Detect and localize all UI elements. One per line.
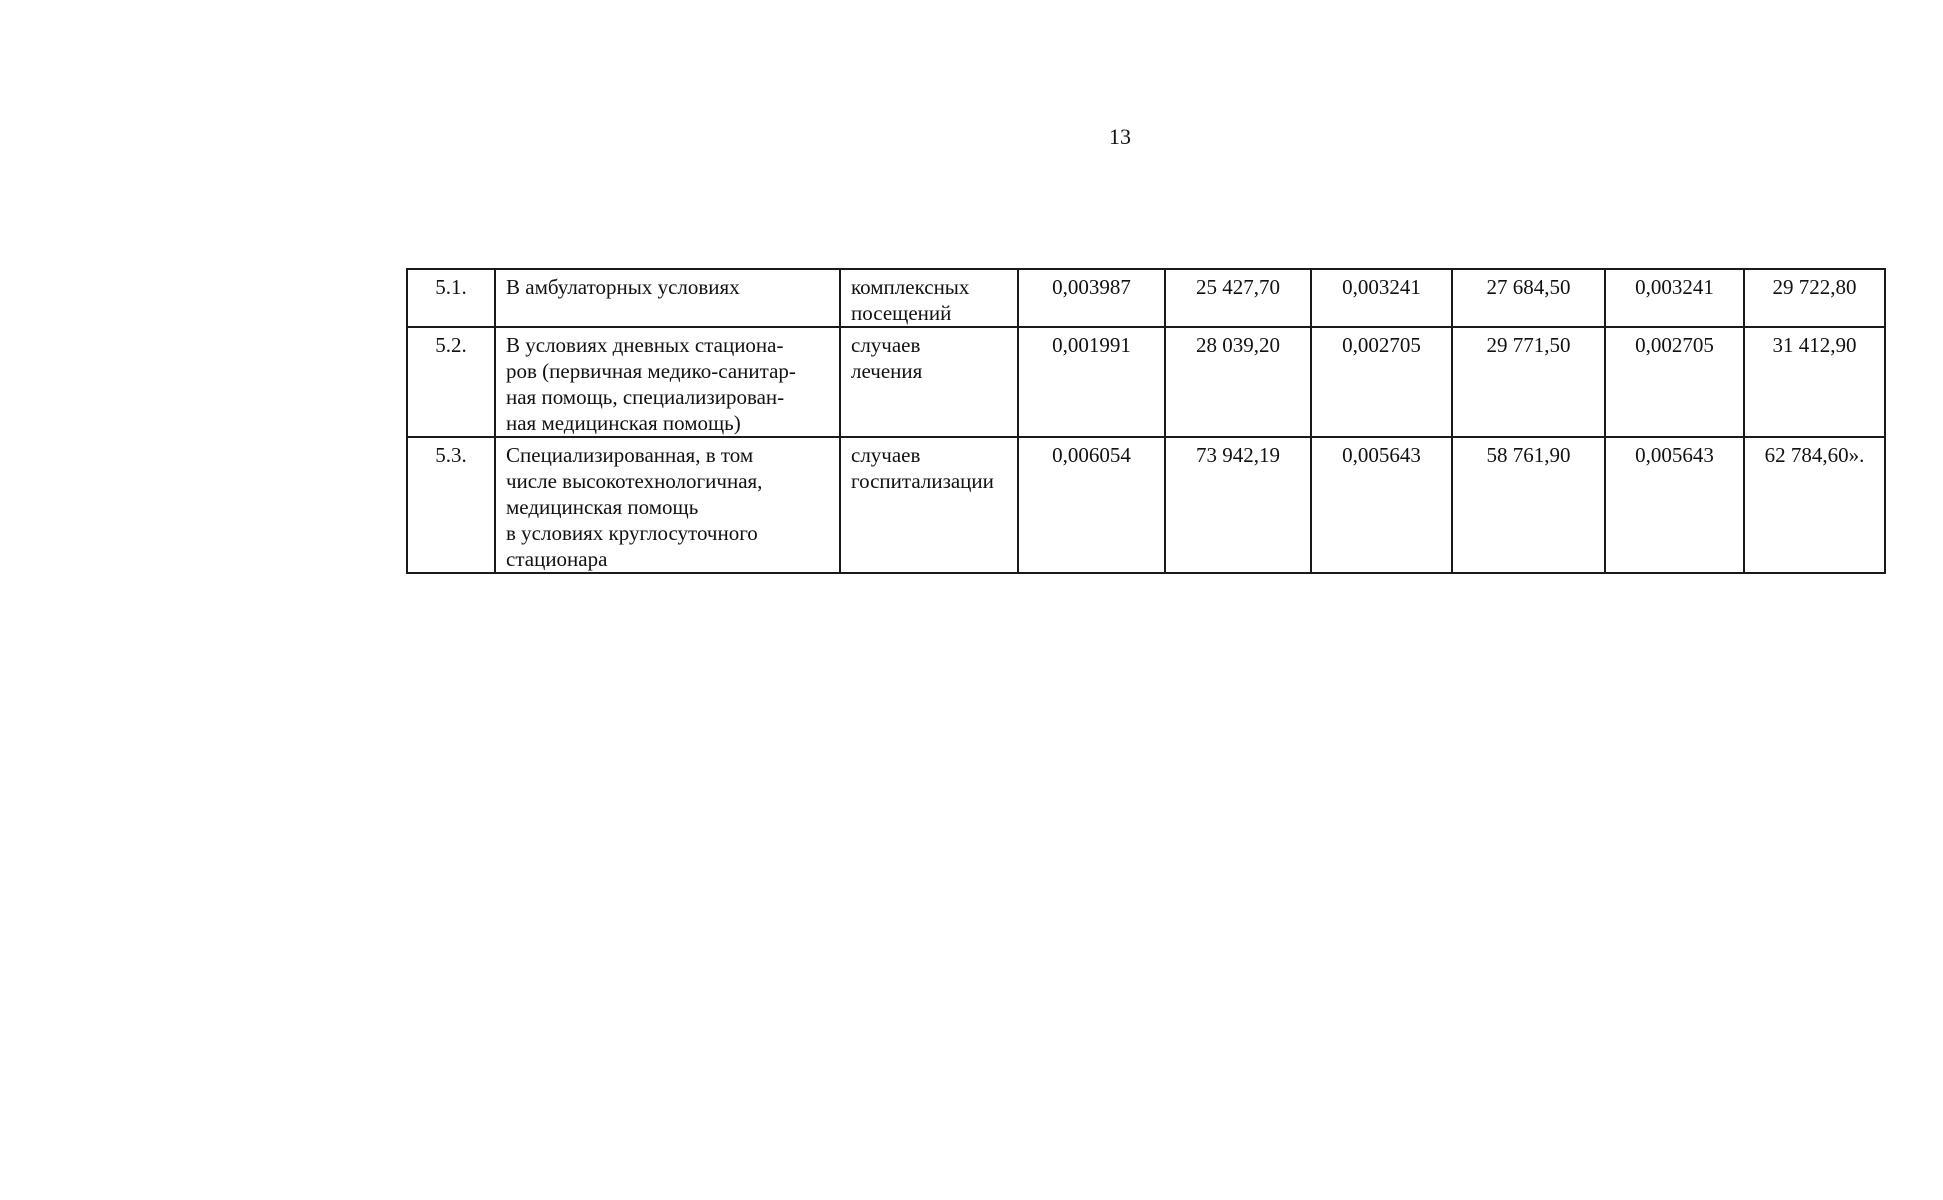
value-cell: 0,002705	[1605, 327, 1744, 437]
table-row	[407, 437, 1885, 573]
unit-line: случаев	[851, 333, 921, 357]
row-number-cell: 5.3.	[407, 437, 495, 573]
unit-line: госпитализации	[851, 469, 994, 493]
unit-line: комплексных	[851, 275, 970, 299]
description-cell	[495, 327, 840, 437]
unit-cell	[840, 269, 1018, 327]
value-cell: 0,003241	[1311, 269, 1452, 327]
value-cell: 0,002705	[1311, 327, 1452, 437]
value-cell: 31 412,90	[1744, 327, 1885, 437]
description-cell	[495, 269, 840, 327]
value-cell: 0,003241	[1605, 269, 1744, 327]
description-line: медицинская помощь	[506, 495, 699, 519]
value-cell: 0,003987	[1018, 269, 1165, 327]
description-line: В условиях дневных стациона-	[506, 333, 784, 357]
unit-cell	[840, 327, 1018, 437]
unit-line: случаев	[851, 443, 921, 467]
value-cell: 73 942,19	[1165, 437, 1311, 573]
value-cell: 0,001991	[1018, 327, 1165, 437]
value-cell: 58 761,90	[1452, 437, 1605, 573]
unit-line: лечения	[851, 359, 923, 383]
value-cell: 28 039,20	[1165, 327, 1311, 437]
description-cell	[495, 437, 840, 573]
page-number: 13	[1109, 124, 1131, 149]
unit-cell	[840, 437, 1018, 573]
value-cell: 62 784,60».	[1744, 437, 1885, 573]
value-cell: 29 771,50	[1452, 327, 1605, 437]
value-cell: 25 427,70	[1165, 269, 1311, 327]
value-cell: 0,005643	[1311, 437, 1452, 573]
description-line: В амбулаторных условиях	[506, 275, 740, 299]
value-cell: 0,005643	[1605, 437, 1744, 573]
description-line: в условиях круглосуточного	[506, 521, 758, 545]
description-line: ров (первичная медико-санитар-	[506, 359, 796, 383]
table-row	[407, 327, 1885, 437]
unit-line: посещений	[851, 301, 952, 325]
description-line: ная медицинская помощь)	[506, 411, 741, 435]
row-number-cell: 5.2.	[407, 327, 495, 437]
description-line: ная помощь, специализирован-	[506, 385, 785, 409]
row-number-cell: 5.1.	[407, 269, 495, 327]
description-line: стационара	[506, 547, 608, 571]
data-table	[406, 268, 1886, 574]
description-line: числе высокотехнологичная,	[506, 469, 763, 493]
description-line: Специализированная, в том	[506, 443, 754, 467]
value-cell: 27 684,50	[1452, 269, 1605, 327]
value-cell: 29 722,80	[1744, 269, 1885, 327]
value-cell: 0,006054	[1018, 437, 1165, 573]
table-row	[407, 269, 1885, 327]
